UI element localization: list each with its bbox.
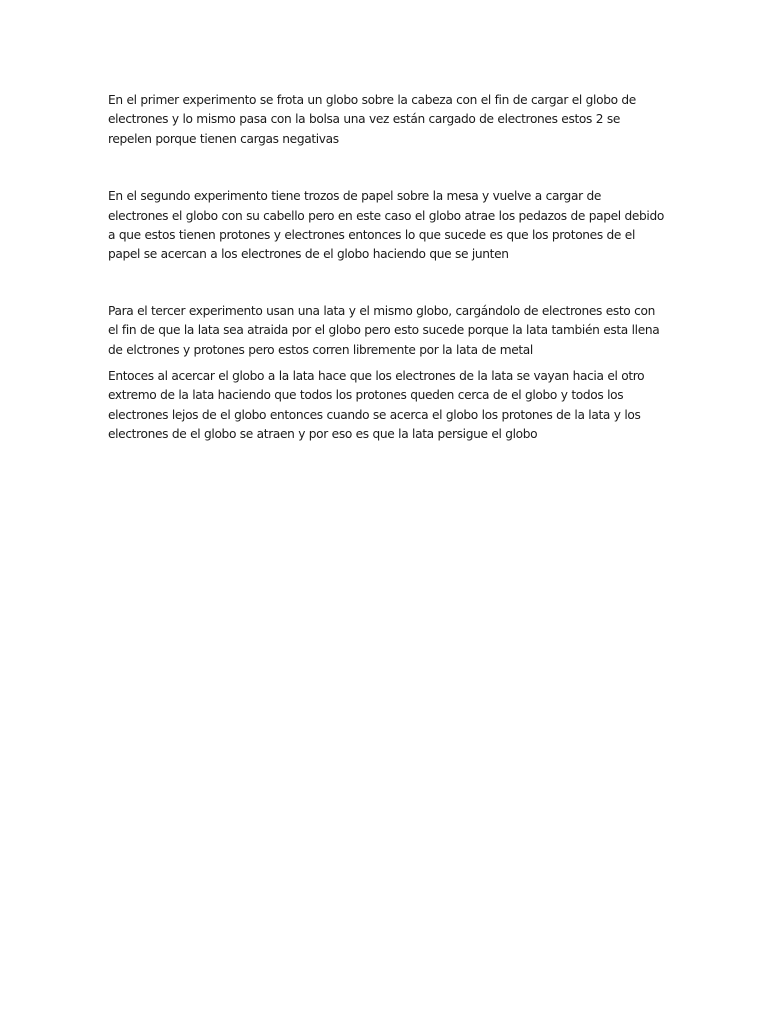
- document-body: [108, 91, 664, 445]
- paragraph-explanation: Entoces al acercar el globo a la lata hace que los electrones de la lata se vayan hacia el otro extremo de la lata haciendo que todos los protones queden cerca de el globo y todos los electrones lejos de el globo entonces cuando se acerca el globo los protones de la lata y los electrones de el globo se atraen y por eso es que la lata persigue el globo: [108, 369, 645, 442]
- paragraph-first-experiment: En el primer experimento se frota un globo sobre la cabeza con el fin de cargar el globo de electrones y lo mismo pasa con la bolsa una vez están cargado de electrones estos 2 se repelen porque tienen cargas negativas: [108, 93, 636, 146]
- paragraph-third-experiment: Para el tercer experimento usan una lata y el mismo globo, cargándolo de electrones esto con el fin de que la lata sea atraida por el globo pero esto sucede porque la lata también esta llena de elctrones y protones pero estos corren libremente por la lata de metal: [108, 303, 660, 357]
- paragraph-second-experiment: En el segundo experimento tiene trozos de papel sobre la mesa y vuelve a cargar de electrones el globo con su cabello pero en este caso el globo atrae los pedazos de papel debido a que estos tienen protones y electrones entonces lo que sucede es que los protones de el papel se acercan a los electrones de el globo haciendo que se junten: [108, 189, 664, 262]
